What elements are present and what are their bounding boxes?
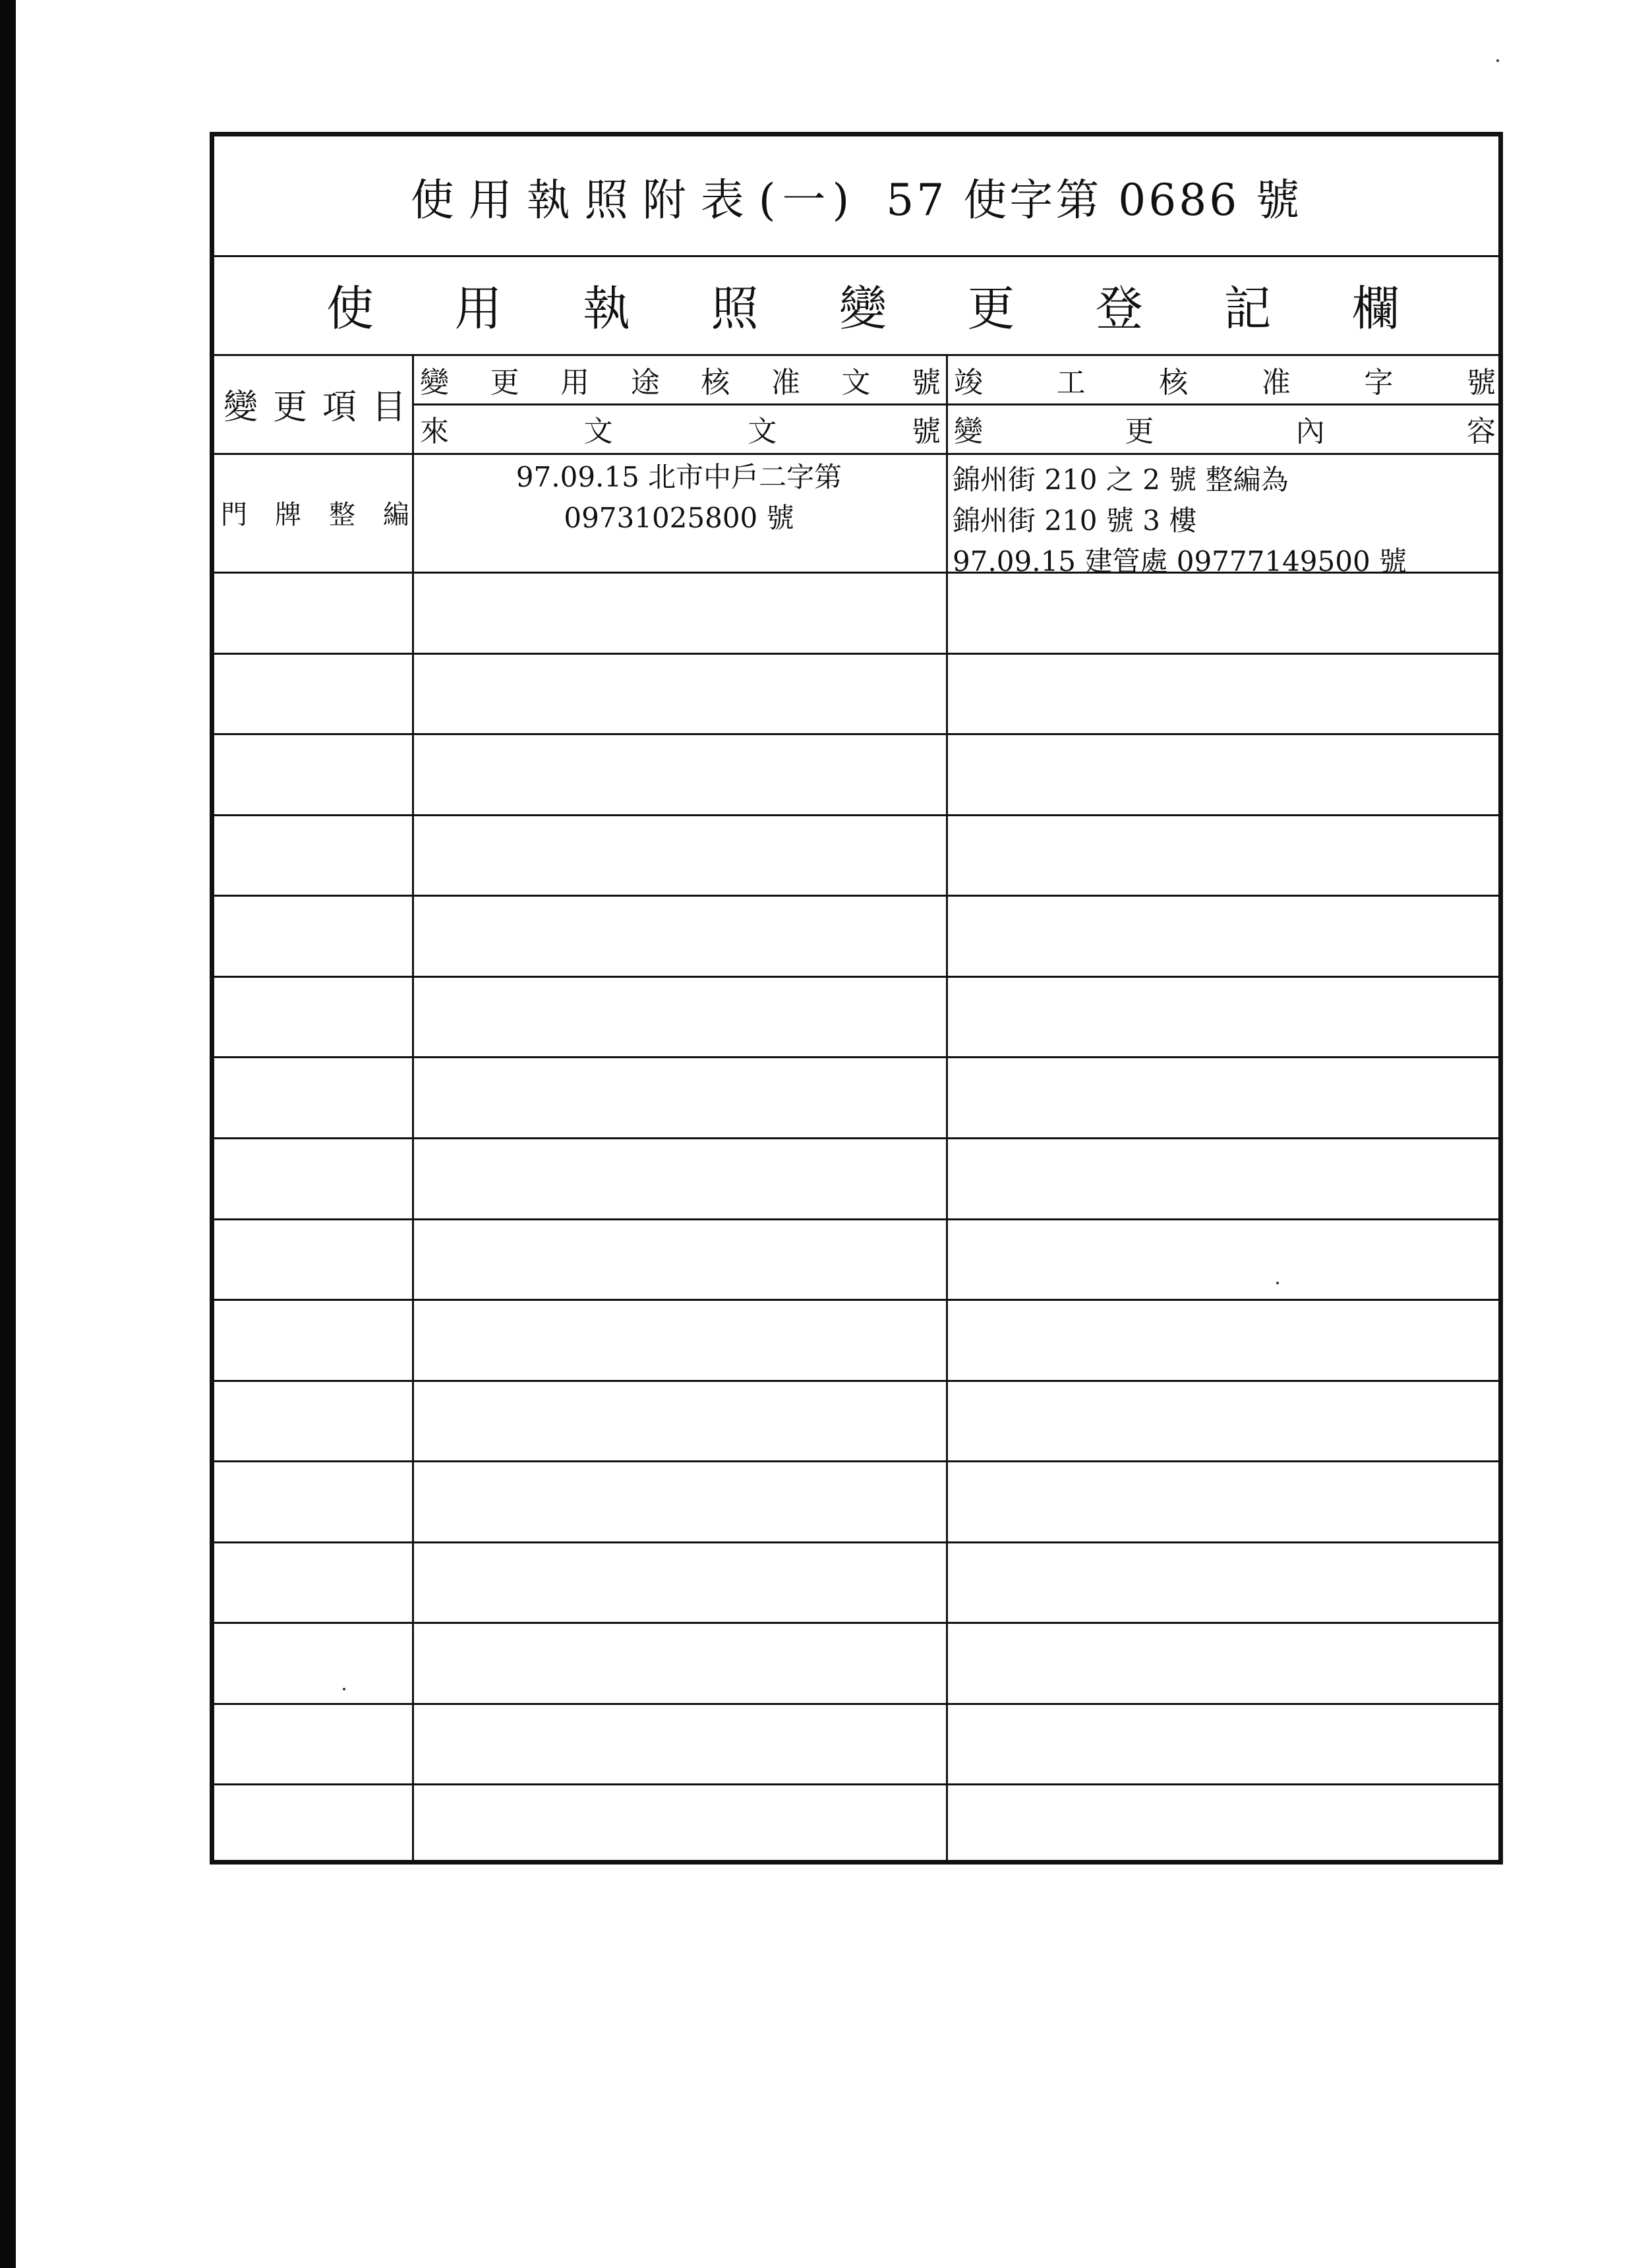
row-divider — [214, 653, 1498, 655]
section-title-char: 用 — [454, 281, 502, 336]
section-title-char: 更 — [967, 281, 1015, 336]
section-title-char: 登 — [1095, 281, 1143, 336]
header-char: 途 — [630, 366, 660, 400]
row-divider — [214, 1056, 1498, 1058]
header-char: 容 — [1466, 415, 1496, 448]
section-title — [214, 255, 1498, 354]
title-char: 使 — [410, 174, 461, 225]
header-col2-row1 — [951, 357, 1498, 402]
header-col2-row2 — [951, 406, 1498, 451]
entry-col1-line: 09731025800 號 — [564, 502, 794, 534]
entry-item-char: 門 — [221, 499, 247, 530]
entry-col2-line: 97.09.15 建管處 09777149500 號 — [953, 545, 1407, 578]
scan-speck — [1496, 59, 1499, 62]
header-char: 准 — [771, 366, 800, 400]
entry-col2-line: 錦州街 210 之 2 號 整編為 — [953, 463, 1289, 496]
header-char: 號 — [911, 415, 941, 448]
title-char: 附 — [642, 174, 693, 225]
header-char: 核 — [701, 366, 730, 400]
row-divider — [214, 1218, 1498, 1220]
header-char: 文 — [841, 366, 871, 400]
header-char: 文 — [748, 415, 777, 448]
entry-item-char: 編 — [383, 499, 409, 530]
header-char: 變 — [954, 415, 983, 448]
section-title-char: 執 — [582, 281, 630, 336]
header-char: 號 — [1466, 366, 1496, 400]
header-char: 竣 — [954, 366, 983, 400]
row-divider — [214, 1380, 1498, 1382]
license-appendix-form — [210, 132, 1503, 1865]
row-divider — [214, 1783, 1498, 1785]
section-title-char: 變 — [839, 281, 887, 336]
scan-speck — [1276, 1282, 1279, 1284]
header-item-char: 更 — [272, 387, 307, 427]
row-divider — [214, 572, 1498, 574]
entry-item — [220, 453, 411, 572]
header-mid-divider — [412, 403, 1498, 405]
row-divider — [214, 1622, 1498, 1624]
title-char: 執 — [526, 174, 577, 225]
header-char: 字 — [1364, 366, 1394, 400]
scan-speck — [343, 1688, 345, 1690]
title-char: 表 — [700, 174, 751, 225]
header-char: 准 — [1261, 366, 1291, 400]
header-char: 內 — [1295, 415, 1325, 448]
row-divider — [214, 1299, 1498, 1301]
title-char: 用 — [468, 174, 519, 225]
col-divider-2 — [946, 354, 948, 1865]
row-divider — [214, 1703, 1498, 1705]
header-char: 更 — [1125, 415, 1154, 448]
title-number: 57 使字第 0686 號 — [886, 174, 1303, 225]
entry-item-char: 整 — [329, 499, 355, 530]
title-paren: (一) — [758, 174, 856, 225]
entry-col1-line: 97.09.15 北市中戶二字第 — [516, 461, 842, 493]
header-col1-row2 — [417, 406, 943, 451]
section-title-char: 記 — [1223, 281, 1272, 336]
entry-item-char: 牌 — [275, 499, 301, 530]
header-char: 用 — [560, 366, 590, 400]
row-divider — [214, 895, 1498, 897]
header-col1-row1 — [417, 357, 943, 402]
row-divider — [214, 1460, 1498, 1462]
header-char: 更 — [490, 366, 519, 400]
header-item — [221, 357, 409, 450]
divider — [214, 354, 1498, 356]
header-char: 變 — [420, 366, 449, 400]
entry-col1 — [412, 457, 946, 539]
header-char: 核 — [1159, 366, 1189, 400]
section-title-char: 欄 — [1351, 281, 1400, 336]
title-char: 照 — [584, 174, 635, 225]
entry-col2 — [953, 460, 1407, 582]
row-divider — [214, 1137, 1498, 1139]
header-char: 號 — [911, 366, 941, 400]
row-divider — [214, 814, 1498, 816]
col-divider-1 — [412, 354, 414, 1865]
header-char: 工 — [1056, 366, 1086, 400]
header-item-char: 目 — [371, 387, 406, 427]
row-divider — [214, 976, 1498, 978]
form-title — [214, 136, 1498, 255]
row-divider — [214, 1541, 1498, 1543]
header-char: 來 — [420, 415, 449, 448]
section-title-char: 使 — [326, 281, 374, 336]
section-title-char: 照 — [711, 281, 759, 336]
header-item-char: 變 — [223, 387, 258, 427]
row-divider — [214, 733, 1498, 735]
header-char: 文 — [583, 415, 613, 448]
entry-col2-line: 錦州街 210 號 3 樓 — [953, 504, 1197, 537]
scan-edge — [0, 0, 16, 2268]
header-item-char: 項 — [322, 387, 357, 427]
